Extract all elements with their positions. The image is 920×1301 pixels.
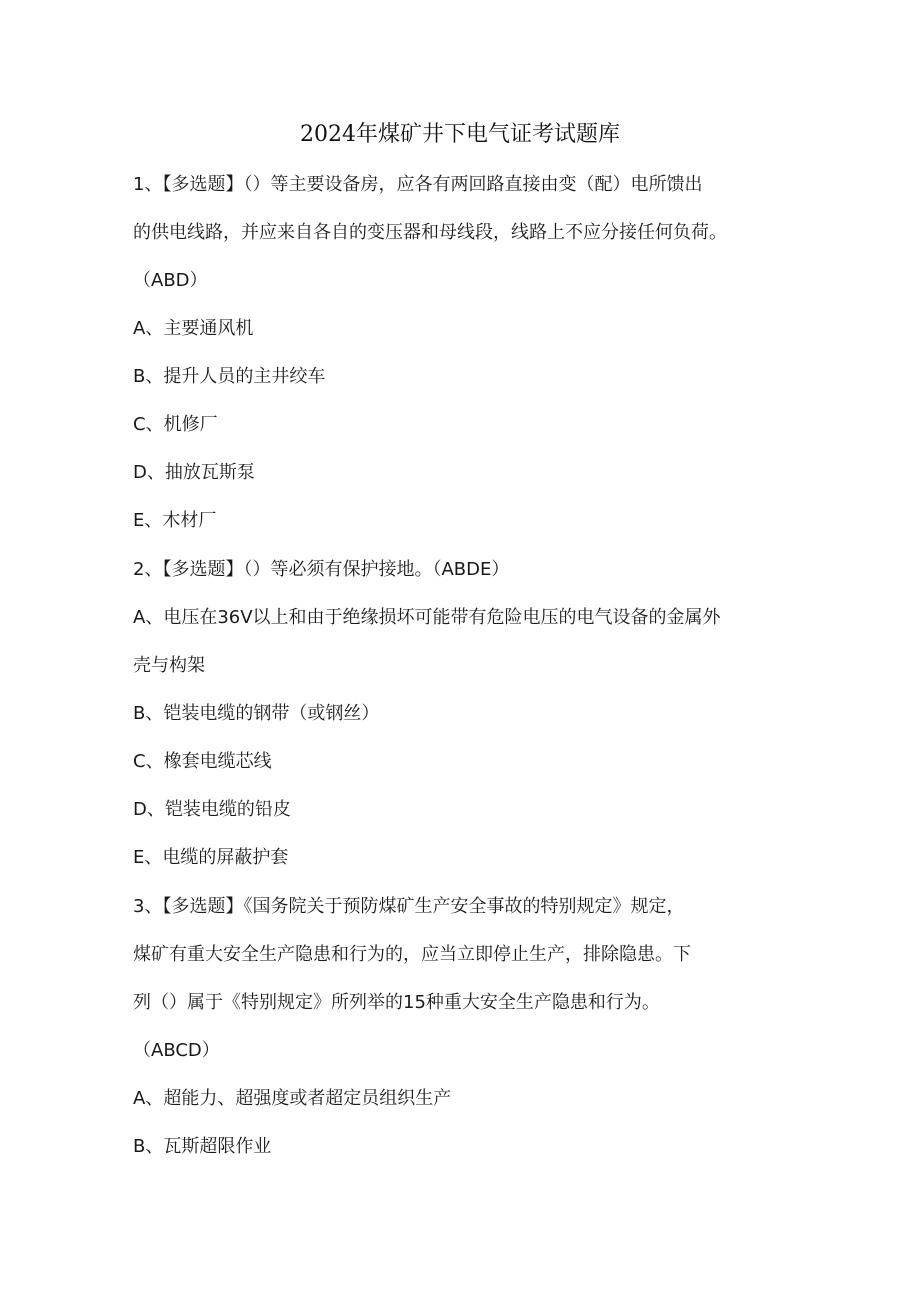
question-2-option-c: C、橡套电缆芯线 — [133, 751, 272, 772]
question-1-option-e: E、木材厂 — [133, 510, 217, 531]
question-2-option-e: E、电缆的屏蔽护套 — [133, 847, 289, 868]
question-2-option-a-line-1: A、电压在36V以上和由于绝缘损坏可能带有危险电压的电气设备的金属外 — [133, 607, 721, 628]
question-1-option-a: A、主要通风机 — [133, 318, 254, 339]
question-2-option-d: D、铠装电缆的铅皮 — [133, 799, 291, 820]
question-3-option-a: A、超能力、超强度或者超定员组织生产 — [133, 1088, 452, 1109]
question-1-line-2: 的供电线路，并应来自各自的变压器和母线段，线路上不应分接任何负荷。 — [133, 222, 727, 243]
question-1-option-c: C、机修厂 — [133, 414, 218, 435]
question-3-answer: （ABCD） — [133, 1040, 220, 1061]
question-1-option-d: D、抽放瓦斯泵 — [133, 462, 255, 483]
question-3-line-2: 煤矿有重大安全生产隐患和行为的，应当立即停止生产，排除隐患。下 — [133, 944, 691, 965]
question-2-option-a-line-2: 壳与构架 — [133, 655, 205, 676]
question-1-answer: （ABD） — [133, 270, 208, 291]
question-1-option-b: B、提升人员的主井绞车 — [133, 366, 326, 387]
question-3-option-b: B、瓦斯超限作业 — [133, 1136, 272, 1157]
question-3-line-3: 列（）属于《特别规定》所列举的15种重大安全生产隐患和行为。 — [133, 992, 660, 1013]
document-title: 2024年煤矿井下电气证考试题库 — [300, 122, 620, 147]
question-1-line-1: 1、【多选题】（）等主要设备房，应各有两回路直接由变（配）电所馈出 — [133, 174, 703, 195]
question-3-line-1: 3、【多选题】《国务院关于预防煤矿生产安全事故的特别规定》规定， — [133, 896, 685, 917]
question-2-option-b: B、铠装电缆的钢带（或钢丝） — [133, 703, 380, 724]
question-2-line-1: 2、【多选题】（）等必须有保护接地。（ABDE） — [133, 559, 510, 580]
